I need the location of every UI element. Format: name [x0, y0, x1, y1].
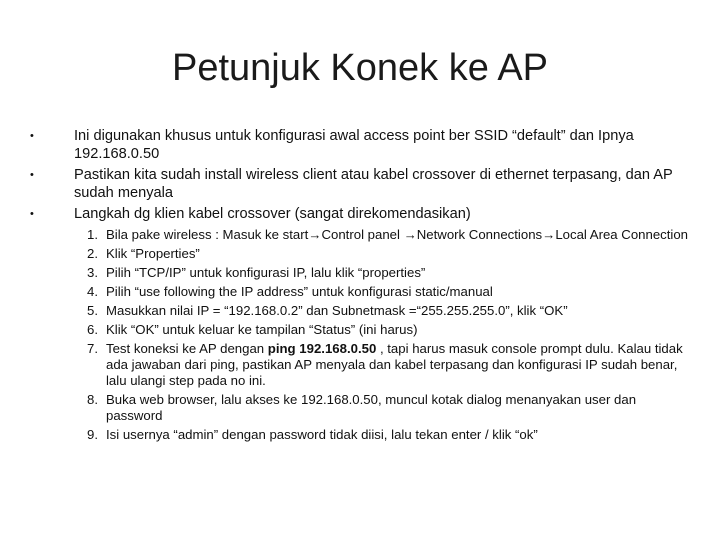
step-number: 9.: [87, 427, 98, 442]
step-text: Pilih “TCP/IP” untuk konfigurasi IP, lalu klik “properties”: [106, 265, 426, 280]
bullet-item: [24, 128, 704, 163]
bullet-item: [24, 206, 704, 224]
arrow-right-icon: →: [542, 227, 556, 242]
step-item: [72, 246, 692, 262]
step-item: [72, 427, 692, 443]
step-item: [72, 284, 692, 300]
step-number: 4.: [87, 284, 98, 299]
step-item: [72, 392, 692, 424]
bullet-item: [24, 167, 704, 202]
step-number: 2.: [87, 246, 98, 261]
step-number: 7.: [87, 341, 98, 356]
step-text: Bila pake wireless : Masuk ke start→Control panel →Network Connections→Local Area Connection: [106, 227, 689, 242]
step-number: 5.: [87, 303, 98, 318]
step-item: [72, 322, 692, 338]
slide-title: Petunjuk Konek ke AP: [171, 47, 549, 89]
step-text: Pilih “use following the IP address” untuk konfigurasi static/manual: [106, 284, 493, 299]
step-text: Masukkan nilai IP = “192.168.0.2” dan Subnetmask =“255.255.255.0”, klik “OK”: [106, 303, 568, 318]
step-number: 6.: [87, 322, 98, 337]
step-number: 3.: [87, 265, 98, 280]
bullet-list: [24, 128, 704, 228]
step-text: Test koneksi ke AP dengan ping 192.168.0.50 , tapi harus masuk console prompt dulu. Kalau tidak ada jawaban dari ping, pastikan AP menyala dan kabel terpasang dan konfigurasi IP sudah benar, lalu ulangi step pada no ini.: [106, 341, 683, 388]
step-number: 8.: [87, 392, 98, 407]
step-text: Buka web browser, lalu akses ke 192.168.0.50, muncul kotak dialog menanyakan user dan password: [106, 392, 637, 423]
step-item: [72, 265, 692, 281]
bullet-dot-icon: •: [30, 130, 34, 142]
bullet-text: Ini digunakan khusus untuk konfigurasi awal access point ber SSID “default” dan Ipnya 192.168.0.50: [74, 128, 634, 162]
bullet-dot-icon: •: [30, 169, 34, 181]
step-item: [72, 227, 692, 243]
bullet-text: Langkah dg klien kabel crossover (sangat direkomendasikan): [74, 206, 471, 222]
step-text: Klik “Properties”: [106, 246, 200, 261]
step-text: Isi usernya “admin” dengan password tidak diisi, lalu tekan enter / klik “ok”: [106, 427, 538, 442]
step-number: 1.: [87, 227, 98, 242]
bullet-dot-icon: •: [30, 208, 34, 220]
ping-command: ping 192.168.0.50: [267, 341, 377, 356]
step-text: Klik “OK” untuk keluar ke tampilan “Status” (ini harus): [106, 322, 418, 337]
bullet-text: Pastikan kita sudah install wireless client atau kabel crossover di ethernet terpasang, dan AP sudah menyala: [74, 167, 673, 201]
step-item: [72, 341, 692, 389]
arrow-right-icon: →: [308, 227, 322, 242]
step-list: [72, 227, 692, 446]
arrow-right-icon: →: [403, 227, 417, 242]
step-item: [72, 303, 692, 319]
